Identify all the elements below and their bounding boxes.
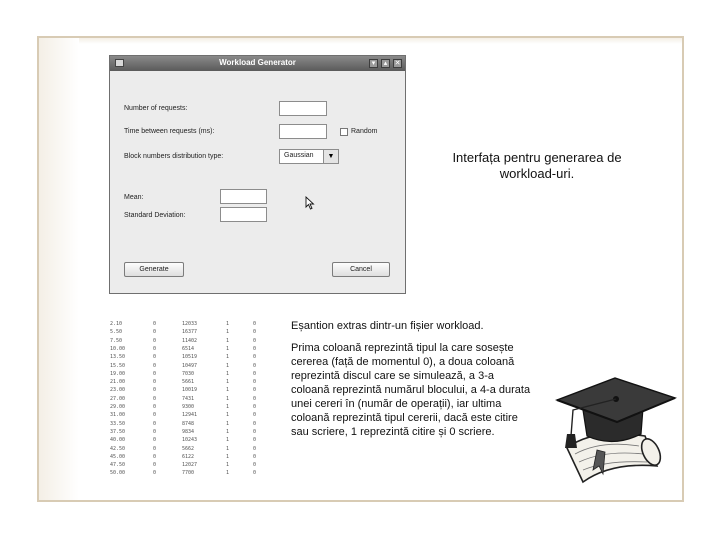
- sample-cell: 10497: [182, 362, 198, 369]
- sample-cell: 1: [226, 345, 230, 352]
- sample-cell: 1: [226, 412, 230, 419]
- sample-row: [110, 379, 270, 386]
- slide-top-decoration: [79, 38, 682, 44]
- sample-cell: 0: [253, 470, 257, 477]
- caption-line-2: workload-uri.: [499, 166, 575, 181]
- sample-cell: 12033: [182, 321, 198, 327]
- close-button[interactable]: ✕: [394, 60, 401, 67]
- sample-cell: 0: [253, 354, 257, 361]
- sample-cell: 45.00: [110, 453, 126, 460]
- sample-cell: 16377: [182, 329, 198, 336]
- graduation-cap-diploma-icon: [553, 370, 679, 490]
- interface-caption: [437, 150, 637, 182]
- workload-generator-window: [109, 55, 406, 294]
- slide-left-decoration: [39, 38, 79, 500]
- sample-cell: 0: [253, 420, 257, 427]
- sample-cell: 0: [253, 404, 257, 410]
- minimize-button[interactable]: ▾: [369, 59, 378, 68]
- sample-cell: 0: [153, 404, 157, 410]
- mean-label: Mean:: [124, 194, 144, 201]
- window-title: Workload Generator: [219, 58, 296, 67]
- sample-cell: 0: [253, 387, 257, 394]
- sample-cell: 7.50: [110, 337, 123, 344]
- sample-cell: 6514: [182, 345, 195, 352]
- sample-cell: 0: [253, 437, 257, 444]
- sample-cell: 0: [253, 395, 257, 402]
- sample-cell: 0: [153, 470, 157, 477]
- sample-cell: 0: [153, 412, 157, 419]
- sample-cell: 0: [153, 362, 157, 369]
- sample-cell: 1: [226, 321, 230, 327]
- sample-cell: 1: [226, 370, 230, 377]
- sample-row: [110, 429, 270, 436]
- sample-cell: 10243: [182, 437, 198, 444]
- sample-cell: 42.50: [110, 445, 126, 452]
- sample-row: [110, 454, 270, 461]
- sample-cell: 7030: [182, 370, 195, 377]
- time-between-label: Time between requests (ms):: [124, 128, 215, 135]
- sample-cell: 7700: [182, 470, 195, 477]
- sample-cell: 27.00: [110, 395, 126, 402]
- sample-cell: 50.00: [110, 470, 126, 477]
- sample-cell: 1: [226, 470, 230, 477]
- sample-cell: 0: [253, 379, 257, 386]
- sample-cell: 21.00: [110, 379, 126, 386]
- sample-cell: 10519: [182, 354, 198, 361]
- sample-cell: 7431: [182, 395, 195, 402]
- sample-cell: 23.00: [110, 387, 126, 394]
- sample-cell: 0: [253, 462, 257, 469]
- window-titlebar[interactable]: [110, 56, 405, 71]
- random-checkbox[interactable]: [340, 128, 348, 136]
- sample-cell: 29.00: [110, 404, 126, 410]
- sample-heading: Eșantion extras dintr-un fișier workload.: [291, 320, 484, 332]
- sample-cell: 1: [226, 404, 230, 410]
- sample-cell: 1: [226, 420, 230, 427]
- sample-row: [110, 412, 270, 419]
- caption-line-1: Interfața pentru generarea de: [452, 150, 622, 165]
- sample-cell: 1: [226, 453, 230, 460]
- sample-cell: 13.50: [110, 354, 126, 361]
- explanation-text: [291, 319, 531, 447]
- sample-cell: 0: [253, 370, 257, 377]
- sample-cell: 33.50: [110, 420, 126, 427]
- sample-cell: 0: [253, 329, 257, 336]
- generate-button[interactable]: Generate: [124, 262, 184, 277]
- sample-cell: 0: [253, 337, 257, 344]
- sample-cell: 9834: [182, 428, 195, 435]
- std-deviation-label: Standard Deviation:: [124, 212, 186, 219]
- sample-cell: 0: [153, 370, 157, 377]
- sample-cell: 2.10: [110, 321, 123, 327]
- sample-cell: 0: [153, 453, 157, 460]
- sample-cell: 1: [226, 362, 230, 369]
- sample-cell: 5662: [182, 445, 195, 452]
- sample-row: [110, 421, 270, 428]
- sample-cell: 0: [153, 345, 157, 352]
- num-requests-input[interactable]: [279, 101, 327, 116]
- sample-cell: 0: [153, 428, 157, 435]
- sample-cell: 10.00: [110, 345, 126, 352]
- sample-cell: 47.50: [110, 462, 126, 469]
- arrow-cursor-icon: [305, 196, 315, 210]
- sample-cell: 0: [153, 437, 157, 444]
- sample-cell: 0: [153, 354, 157, 361]
- sample-cell: 1: [226, 379, 230, 386]
- sample-cell: 15.50: [110, 362, 126, 369]
- workload-sample-table: [110, 321, 270, 481]
- sample-cell: 0: [153, 321, 157, 327]
- sample-cell: 0: [253, 412, 257, 419]
- sample-row: [110, 338, 270, 345]
- sample-cell: 1: [226, 337, 230, 344]
- sample-row: [110, 462, 270, 469]
- sample-cell: 1: [226, 428, 230, 435]
- distribution-label: Block numbers distribution type:: [124, 153, 224, 160]
- mean-input[interactable]: [220, 189, 267, 204]
- sample-cell: 8748: [182, 420, 195, 427]
- sample-cell: 0: [153, 387, 157, 394]
- distribution-select[interactable]: [279, 149, 339, 164]
- chevron-down-icon[interactable]: ▼: [323, 150, 338, 163]
- sample-cell: 0: [253, 345, 257, 352]
- sample-row: [110, 396, 270, 403]
- sample-cell: 12941: [182, 412, 198, 419]
- sample-cell: 9300: [182, 404, 195, 410]
- sample-cell: 19.00: [110, 370, 126, 377]
- sample-cell: 37.50: [110, 428, 126, 435]
- sample-row: [110, 446, 270, 453]
- sample-cell: 10019: [182, 387, 198, 394]
- sample-cell: 31.00: [110, 412, 126, 419]
- sample-cell: 0: [253, 321, 257, 327]
- sample-row: [110, 329, 270, 336]
- sample-cell: 6122: [182, 453, 195, 460]
- sample-cell: 1: [226, 395, 230, 402]
- maximize-button[interactable]: ▴: [381, 59, 390, 68]
- sample-cell: 5.50: [110, 329, 123, 336]
- sample-cell: 0: [253, 445, 257, 452]
- sample-row: [110, 387, 270, 394]
- sample-cell: 0: [153, 379, 157, 386]
- sample-description: Prima coloană reprezintă tipul la care sosește cererea (față de momentul 0), a doua coloană reprezintă discul care se simulează, a 3-a coloană reprezintă numărul blocului, a 4-a durata unei cereri în (număr de operații), iar ultima coloană reprezintă tipul cererii, dacă este citire sau scriere, 1 reprezintă citire și 0 scriere.: [291, 342, 531, 438]
- std-deviation-input[interactable]: [220, 207, 267, 222]
- sample-cell: 1: [226, 354, 230, 361]
- sample-cell: 0: [153, 462, 157, 469]
- cancel-button[interactable]: Cancel: [332, 262, 390, 277]
- sample-cell: 1: [226, 445, 230, 452]
- sample-cell: 0: [153, 420, 157, 427]
- sample-cell: 1: [226, 387, 230, 394]
- sample-cell: 1: [226, 437, 230, 444]
- random-label: Random: [351, 128, 378, 135]
- sample-cell: 5661: [182, 379, 195, 386]
- sample-cell: 0: [153, 445, 157, 452]
- sample-cell: 0: [253, 362, 257, 369]
- sample-cell: 0: [153, 337, 157, 344]
- sample-row: [110, 354, 270, 361]
- sample-row: [110, 346, 270, 353]
- sample-cell: 0: [153, 395, 157, 402]
- sample-cell: 0: [253, 453, 257, 460]
- sample-row: [110, 371, 270, 378]
- sample-cell: 1: [226, 462, 230, 469]
- sample-cell: 0: [253, 428, 257, 435]
- sample-row: [110, 321, 270, 328]
- time-between-input[interactable]: [279, 124, 327, 139]
- sample-cell: 12027: [182, 462, 198, 469]
- sample-cell: 0: [153, 329, 157, 336]
- sample-cell: 11402: [182, 337, 198, 344]
- sample-row: [110, 470, 270, 477]
- sample-row: [110, 437, 270, 444]
- distribution-value: Gaussian: [284, 152, 314, 159]
- sample-cell: 1: [226, 329, 230, 336]
- sample-row: [110, 363, 270, 370]
- sample-cell: 40.00: [110, 437, 126, 444]
- sample-row: [110, 404, 270, 411]
- num-requests-label: Number of requests:: [124, 105, 188, 112]
